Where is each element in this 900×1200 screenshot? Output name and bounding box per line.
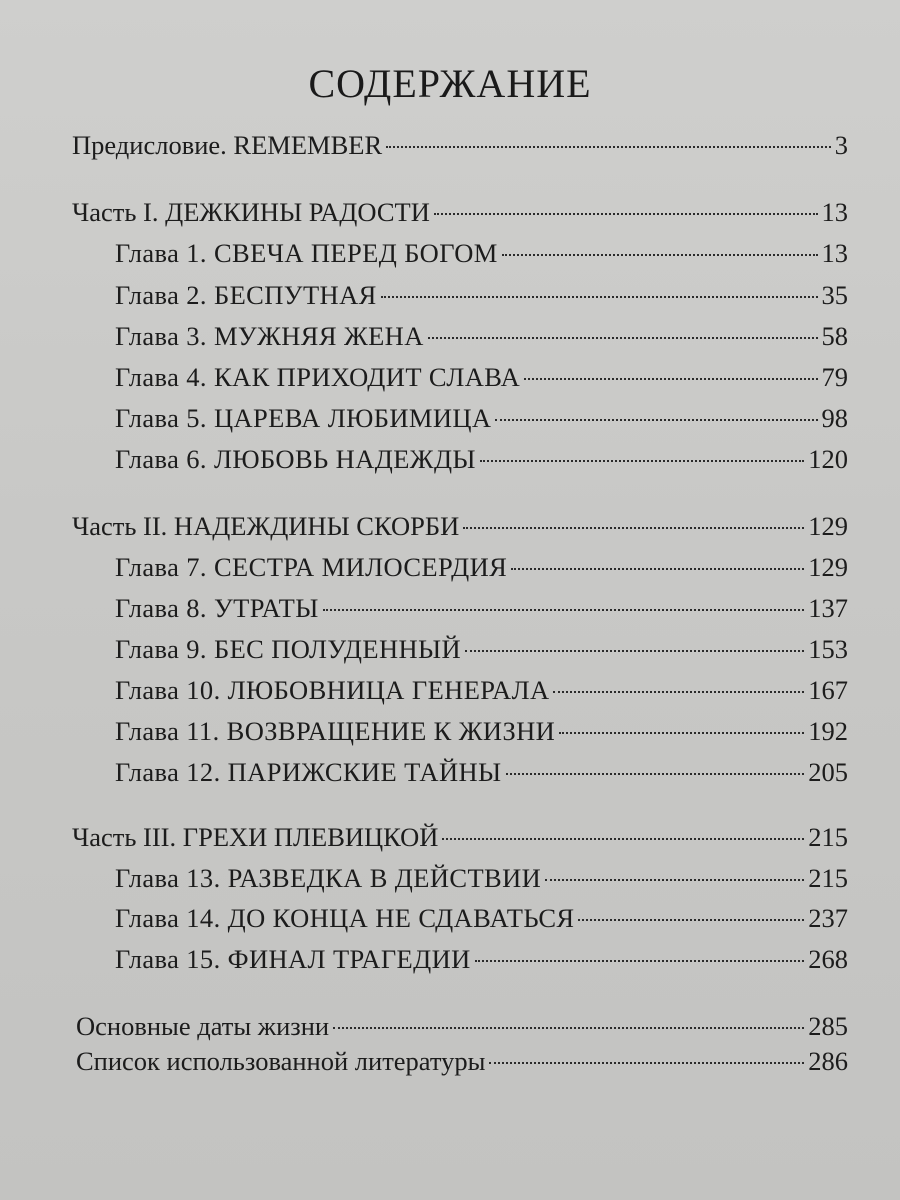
toc-entry-label: Глава 10. ЛЮБОВНИЦА ГЕНЕРАЛА — [115, 675, 550, 705]
dot-leader — [502, 254, 818, 256]
toc-entry-part-3 — [72, 819, 848, 855]
dot-leader — [489, 1062, 804, 1064]
toc-entry-chapter-6 — [115, 441, 848, 477]
dot-leader — [495, 419, 817, 421]
toc-entry-bibliography — [76, 1043, 848, 1079]
toc-entry-page: 268 — [808, 944, 848, 974]
dot-leader — [480, 460, 804, 462]
toc-entry-page: 215 — [808, 822, 848, 852]
toc-entry-label: Глава 14. ДО КОНЦА НЕ СДАВАТЬСЯ — [115, 903, 575, 933]
toc-entry-chapter-15 — [115, 941, 848, 977]
dot-leader — [578, 919, 804, 921]
dot-leader — [465, 650, 804, 652]
page-title: СОДЕРЖАНИЕ — [308, 61, 592, 106]
dot-leader — [545, 879, 804, 881]
toc-entry-page: 13 — [821, 238, 848, 268]
toc-entry-preface — [72, 127, 848, 163]
toc-entry-page: 237 — [808, 903, 848, 933]
toc-entry-label: Глава 11. ВОЗВРАЩЕНИЕ К ЖИЗНИ — [115, 716, 556, 746]
toc-entry-page: 120 — [808, 444, 848, 474]
toc-entry-label: Глава 9. БЕС ПОЛУДЕННЫЙ — [115, 634, 462, 664]
toc-entry-label: Глава 1. СВЕЧА ПЕРЕД БОГОМ — [115, 238, 498, 268]
toc-entry-chapter-10 — [115, 672, 848, 708]
toc-entry-chapter-8 — [115, 590, 848, 626]
toc-entry-page: 285 — [808, 1011, 848, 1041]
toc-entry-page: 137 — [808, 593, 848, 623]
dot-leader — [463, 527, 804, 529]
toc-entry-page: 215 — [808, 863, 848, 893]
toc-entry-page: 192 — [808, 716, 848, 746]
toc-entry-label: Глава 15. ФИНАЛ ТРАГЕДИИ — [115, 944, 471, 974]
toc-entry-page: 153 — [808, 634, 848, 664]
toc-entry-label: Список использованной литературы — [76, 1046, 486, 1076]
toc-entry-label: Глава 4. КАК ПРИХОДИТ СЛАВА — [115, 362, 521, 392]
toc-entry-chapter-14 — [115, 900, 848, 936]
toc-entry-label: Часть I. ДЕЖКИНЫ РАДОСТИ — [72, 197, 430, 227]
toc-entry-label: Глава 13. РАЗВЕДКА В ДЕЙСТВИИ — [115, 863, 542, 893]
dot-leader — [381, 296, 818, 298]
toc-entry-label: Глава 2. БЕСПУТНАЯ — [115, 280, 377, 310]
toc-entry-page: 35 — [821, 280, 848, 310]
toc-entry-label: Часть III. ГРЕХИ ПЛЕВИЦКОЙ — [72, 822, 439, 852]
toc-entry-chapter-12 — [115, 754, 848, 790]
dot-leader — [442, 838, 804, 840]
dot-leader — [428, 337, 818, 339]
dot-leader — [434, 213, 818, 215]
toc-entry-page: 167 — [808, 675, 848, 705]
dot-leader — [475, 960, 805, 962]
toc-entry-label: Предисловие. REMEMBER — [72, 130, 383, 160]
toc-entry-page: 3 — [834, 130, 848, 160]
dot-leader — [506, 773, 805, 775]
toc-entry-page: 79 — [821, 362, 848, 392]
toc-entry-chapter-4 — [115, 359, 848, 395]
toc-entry-page: 286 — [808, 1046, 848, 1076]
toc-entry-label: Глава 12. ПАРИЖСКИЕ ТАЙНЫ — [115, 757, 502, 787]
toc-entry-chapter-11 — [115, 713, 848, 749]
toc-entry-page: 98 — [821, 403, 848, 433]
toc-entry-chapter-7 — [115, 549, 848, 585]
toc-entry-page: 58 — [821, 321, 848, 351]
dot-leader — [524, 378, 817, 380]
toc-entry-chapter-3 — [115, 318, 848, 354]
dot-leader — [333, 1027, 804, 1029]
toc-entry-chapter-1 — [115, 235, 848, 271]
dot-leader — [553, 691, 804, 693]
toc-entry-part-2 — [72, 508, 848, 544]
toc-entry-page: 129 — [808, 511, 848, 541]
toc-entry-label: Глава 3. МУЖНЯЯ ЖЕНА — [115, 321, 424, 351]
toc-entry-chapter-2 — [115, 277, 848, 313]
toc-entry-page: 13 — [821, 197, 848, 227]
dot-leader — [559, 732, 804, 734]
toc-entry-label: Часть II. НАДЕЖДИНЫ СКОРБИ — [72, 511, 460, 541]
toc-entry-label: Глава 7. СЕСТРА МИЛОСЕРДИЯ — [115, 552, 508, 582]
toc-entry-page: 205 — [808, 757, 848, 787]
toc-entry-chapter-5 — [115, 400, 848, 436]
toc-entry-chapter-13 — [115, 860, 848, 896]
toc-entry-chapter-9 — [115, 631, 848, 667]
toc-entry-life-dates — [76, 1008, 848, 1044]
toc-entry-page: 129 — [808, 552, 848, 582]
toc-entry-label: Глава 5. ЦАРЕВА ЛЮБИМИЦА — [115, 403, 492, 433]
dot-leader — [323, 609, 804, 611]
dot-leader — [386, 146, 831, 148]
dot-leader — [511, 568, 804, 570]
toc-entry-part-1 — [72, 194, 848, 230]
toc-entry-label: Глава 6. ЛЮБОВЬ НАДЕЖДЫ — [115, 444, 476, 474]
toc-entry-label: Основные даты жизни — [76, 1011, 330, 1041]
toc-entry-label: Глава 8. УТРАТЫ — [115, 593, 319, 623]
